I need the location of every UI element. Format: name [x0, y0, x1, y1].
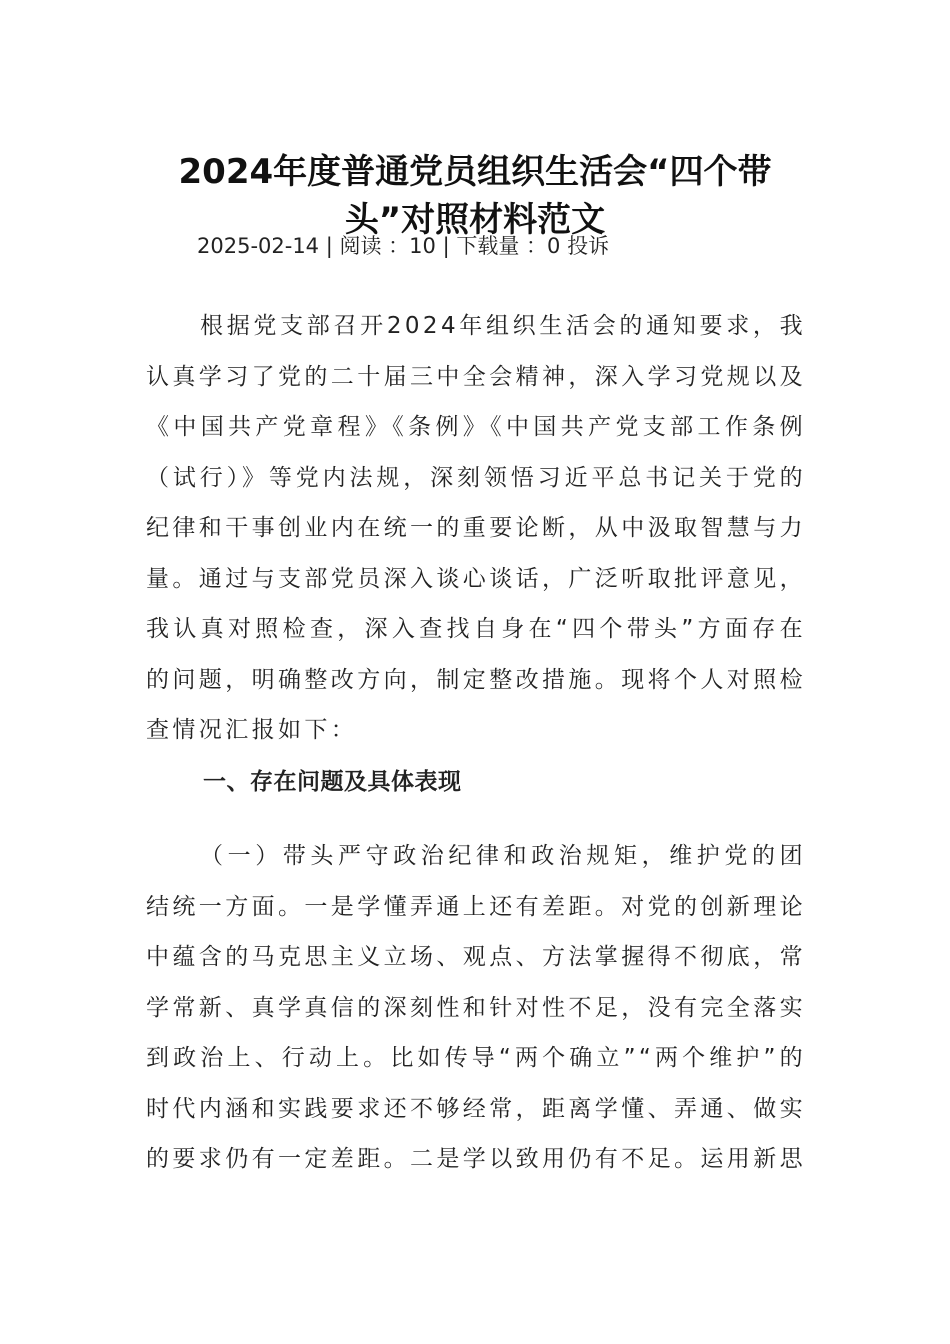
- publish-date: 2025-02-14: [197, 234, 320, 258]
- intro-paragraph: 根据党支部召开2024年组织生活会的通知要求，我认真学习了党的二十届三中全会精神，深入学习党规以及《中国共产党章程》《条例》《中国共产党支部工作条例（试行）》等党内法规，深刻领悟习近平总书记关于党的纪律和干事创业内在统一的重要论断，从中汲取智慧与力量。通过与支部党员深入谈心谈话，广泛听取批评意见，我认真对照检查，深入查找自身在“四个带头”方面存在的问题，明确整改方向，制定整改措施。现将个人对照检查情况汇报如下：: [146, 313, 806, 743]
- downloads-label: 下载量 ：: [456, 234, 548, 258]
- document-title: 2024年度普通党员组织生活会“四个带头”对照材料范文: [178, 152, 772, 240]
- reads-count: 10: [409, 234, 436, 258]
- reads-label: 阅读 ：: [339, 234, 410, 258]
- section-paragraph: （一）带头严守政治纪律和政治规矩，维护党的团结统一方面。一是学懂弄通上还有差距。对党的创新理论中蕴含的马克思主义立场、观点、方法掌握得不彻底，常学常新、真学真信的深刻性和针对性不足，没有完全落实到政治上、行动上。比如传导“两个确立”“两个维护”的时代内涵和实践要求还不够经常，距离学懂、弄通、做实的要求仍有一定差距。二是学以致用仍有不足。运用新思: [146, 843, 806, 1172]
- downloads-count: 0: [547, 234, 561, 258]
- section-heading: 一、存在问题及具体表现: [203, 769, 462, 795]
- meta-separator: |: [319, 234, 340, 258]
- report-link[interactable]: 投诉: [567, 234, 610, 258]
- meta-separator: |: [435, 234, 457, 258]
- document-meta: [197, 230, 609, 262]
